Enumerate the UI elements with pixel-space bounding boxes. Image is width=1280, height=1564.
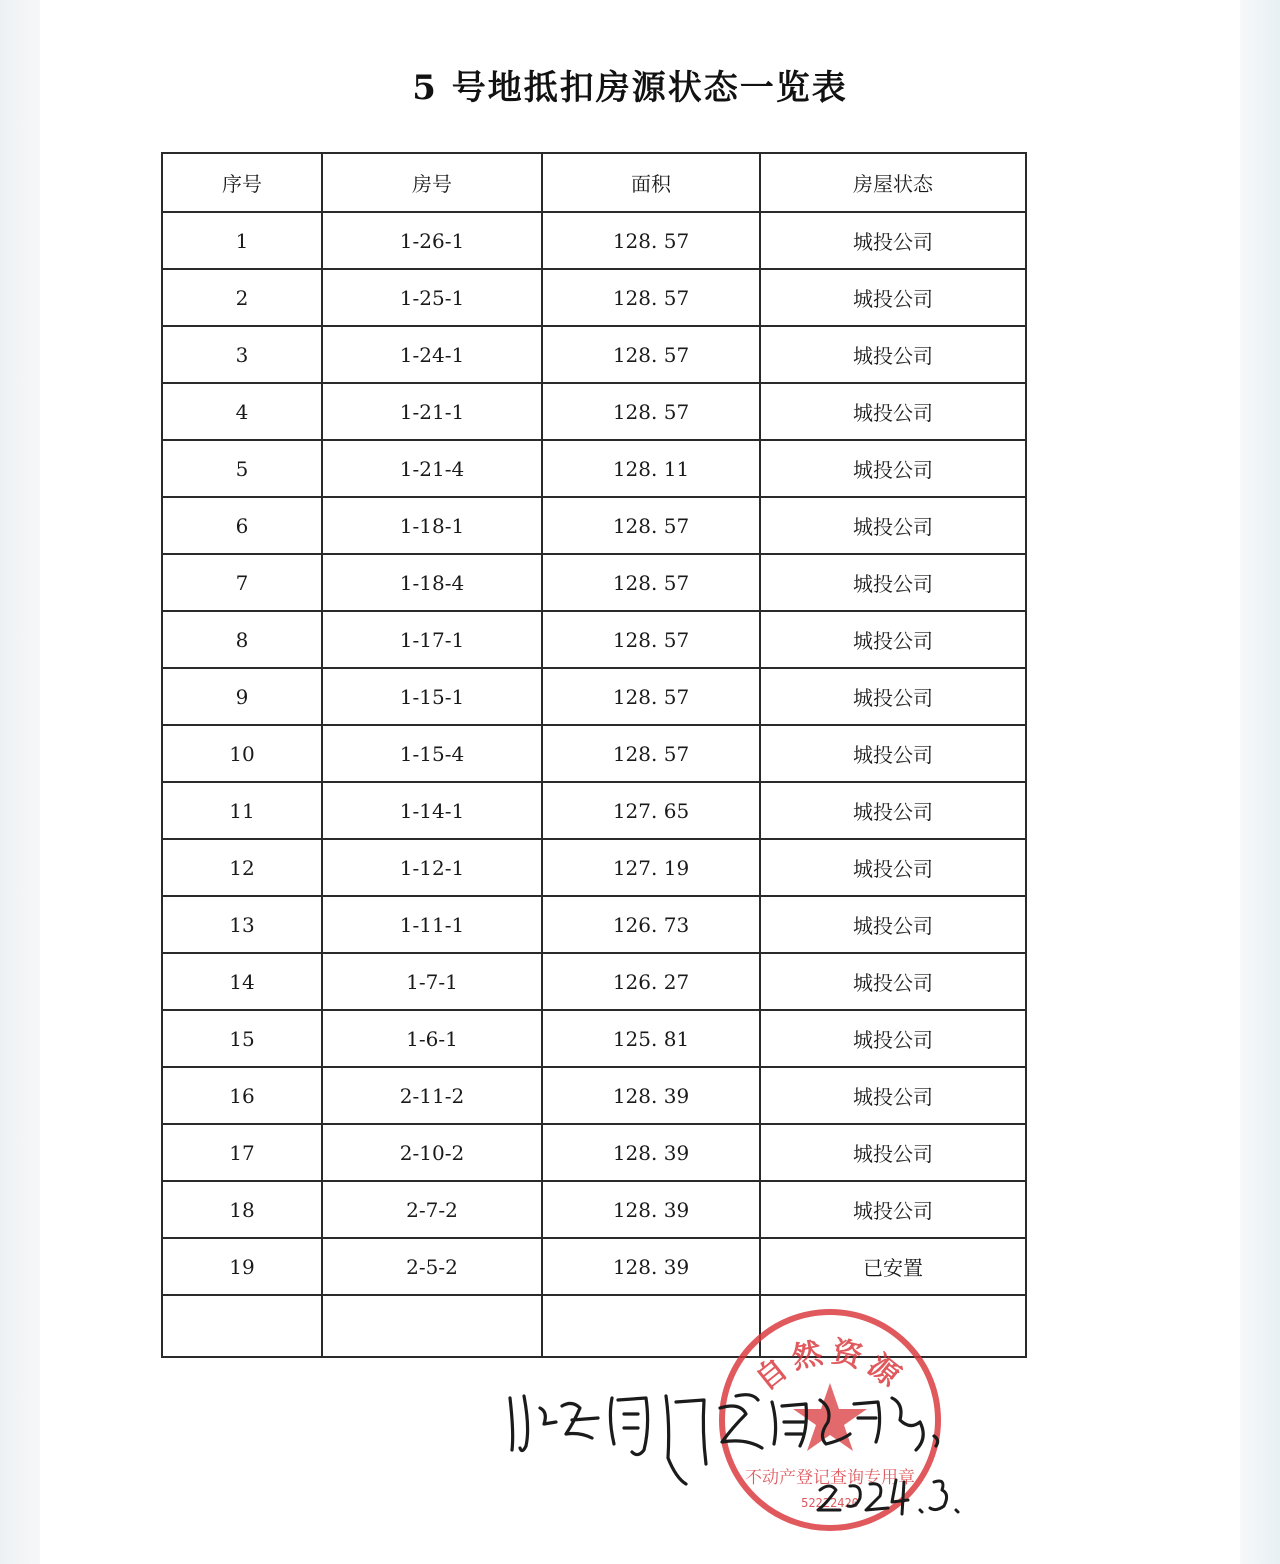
cell-serial: 13 bbox=[162, 896, 322, 953]
housing-status-table bbox=[161, 152, 1027, 1358]
cell-room-number: 1-17-1 bbox=[322, 611, 542, 668]
table-row bbox=[162, 1010, 1026, 1067]
cell-serial: 4 bbox=[162, 383, 322, 440]
cell-status: 城投公司 bbox=[760, 440, 1026, 497]
cell-status: 城投公司 bbox=[760, 383, 1026, 440]
cell-serial: 6 bbox=[162, 497, 322, 554]
cell-room-number: 1-14-1 bbox=[322, 782, 542, 839]
header-serial: 序号 bbox=[162, 153, 322, 212]
signature-text bbox=[510, 1522, 520, 1525]
cell-area: 128. 57 bbox=[542, 269, 760, 326]
table-row bbox=[162, 1067, 1026, 1124]
cell-area: 128. 11 bbox=[542, 440, 760, 497]
cell-status: 城投公司 bbox=[760, 1010, 1026, 1067]
cell-area: 128. 57 bbox=[542, 725, 760, 782]
cell-serial: 1 bbox=[162, 212, 322, 269]
signature-date bbox=[800, 1523, 805, 1525]
cell-area: 126. 73 bbox=[542, 896, 760, 953]
table-row bbox=[162, 839, 1026, 896]
table-row bbox=[162, 326, 1026, 383]
table-row bbox=[162, 1124, 1026, 1181]
cell-room-number: 1-25-1 bbox=[322, 269, 542, 326]
cell-serial: 14 bbox=[162, 953, 322, 1010]
cell-room-number: 1-11-1 bbox=[322, 896, 542, 953]
cell-area: 128. 57 bbox=[542, 497, 760, 554]
cell-status: 城投公司 bbox=[760, 896, 1026, 953]
table-row bbox=[162, 953, 1026, 1010]
cell-room-number: 2-7-2 bbox=[322, 1181, 542, 1238]
table-row bbox=[162, 1181, 1026, 1238]
cell-serial: 3 bbox=[162, 326, 322, 383]
cell-status: 城投公司 bbox=[760, 725, 1026, 782]
table-row bbox=[162, 782, 1026, 839]
cell-serial: 11 bbox=[162, 782, 322, 839]
document-title: 5 号地抵扣房源状态一览表 bbox=[412, 68, 848, 108]
cell-area: 127. 65 bbox=[542, 782, 760, 839]
cell-area: 127. 19 bbox=[542, 839, 760, 896]
cell-room-number: 1-18-1 bbox=[322, 497, 542, 554]
scan-edge-right bbox=[1240, 0, 1280, 1564]
cell-serial: 8 bbox=[162, 611, 322, 668]
table-row bbox=[162, 896, 1026, 953]
table-row bbox=[162, 497, 1026, 554]
cell-serial: 17 bbox=[162, 1124, 322, 1181]
table-row bbox=[162, 212, 1026, 269]
seal-bottom-text: 不动产登记查询专用章 bbox=[745, 1468, 915, 1488]
cell-serial: 16 bbox=[162, 1067, 322, 1124]
scan-edge-left bbox=[0, 0, 40, 1564]
cell-room-number: 1-26-1 bbox=[322, 212, 542, 269]
cell-serial: 5 bbox=[162, 440, 322, 497]
cell-room-number: 1-18-4 bbox=[322, 554, 542, 611]
seal-top-text: 自然资源 bbox=[749, 1334, 911, 1398]
header-room-number: 房号 bbox=[322, 153, 542, 212]
cell-status: 城投公司 bbox=[760, 554, 1026, 611]
cell-room-number: 1-24-1 bbox=[322, 326, 542, 383]
cell-serial: 12 bbox=[162, 839, 322, 896]
cell-empty bbox=[322, 1295, 542, 1357]
cell-room-number: 1-12-1 bbox=[322, 839, 542, 896]
cell-area: 128. 57 bbox=[542, 326, 760, 383]
handwritten-signature bbox=[500, 1378, 970, 1528]
header-status: 房屋状态 bbox=[760, 153, 1026, 212]
cell-area: 128. 39 bbox=[542, 1124, 760, 1181]
cell-status: 城投公司 bbox=[760, 212, 1026, 269]
cell-room-number: 1-7-1 bbox=[322, 953, 542, 1010]
table-row bbox=[162, 554, 1026, 611]
cell-area: 128. 57 bbox=[542, 611, 760, 668]
cell-room-number: 2-5-2 bbox=[322, 1238, 542, 1295]
cell-serial: 2 bbox=[162, 269, 322, 326]
table-row bbox=[162, 383, 1026, 440]
cell-status: 城投公司 bbox=[760, 839, 1026, 896]
cell-room-number: 2-11-2 bbox=[322, 1067, 542, 1124]
table-header-row bbox=[162, 153, 1026, 212]
table-row bbox=[162, 440, 1026, 497]
cell-area: 128. 39 bbox=[542, 1238, 760, 1295]
cell-area: 128. 57 bbox=[542, 212, 760, 269]
cell-area: 125. 81 bbox=[542, 1010, 760, 1067]
cell-room-number: 1-15-1 bbox=[322, 668, 542, 725]
cell-status: 城投公司 bbox=[760, 1067, 1026, 1124]
table-row bbox=[162, 611, 1026, 668]
cell-room-number: 1-21-1 bbox=[322, 383, 542, 440]
cell-status: 已安置 bbox=[760, 1238, 1026, 1295]
cell-serial: 9 bbox=[162, 668, 322, 725]
cell-status: 城投公司 bbox=[760, 269, 1026, 326]
table-row bbox=[162, 725, 1026, 782]
cell-room-number: 1-21-4 bbox=[322, 440, 542, 497]
cell-status: 城投公司 bbox=[760, 668, 1026, 725]
cell-area: 128. 57 bbox=[542, 383, 760, 440]
cell-serial: 19 bbox=[162, 1238, 322, 1295]
cell-empty bbox=[162, 1295, 322, 1357]
header-area: 面积 bbox=[542, 153, 760, 212]
seal-number: 52222420 bbox=[801, 1496, 859, 1510]
cell-room-number: 1-6-1 bbox=[322, 1010, 542, 1067]
cell-status: 城投公司 bbox=[760, 497, 1026, 554]
cell-area: 128. 39 bbox=[542, 1181, 760, 1238]
cell-room-number: 2-10-2 bbox=[322, 1124, 542, 1181]
table-row bbox=[162, 269, 1026, 326]
cell-status: 城投公司 bbox=[760, 1124, 1026, 1181]
cell-room-number: 1-15-4 bbox=[322, 725, 542, 782]
cell-status: 城投公司 bbox=[760, 326, 1026, 383]
cell-status: 城投公司 bbox=[760, 953, 1026, 1010]
table-row bbox=[162, 668, 1026, 725]
cell-status: 城投公司 bbox=[760, 611, 1026, 668]
cell-serial: 18 bbox=[162, 1181, 322, 1238]
cell-area: 128. 57 bbox=[542, 554, 760, 611]
cell-area: 128. 39 bbox=[542, 1067, 760, 1124]
cell-serial: 7 bbox=[162, 554, 322, 611]
cell-serial: 10 bbox=[162, 725, 322, 782]
cell-serial: 15 bbox=[162, 1010, 322, 1067]
cell-status: 城投公司 bbox=[760, 782, 1026, 839]
cell-area: 126. 27 bbox=[542, 953, 760, 1010]
cell-status: 城投公司 bbox=[760, 1181, 1026, 1238]
cell-area: 128. 57 bbox=[542, 668, 760, 725]
table-row bbox=[162, 1238, 1026, 1295]
